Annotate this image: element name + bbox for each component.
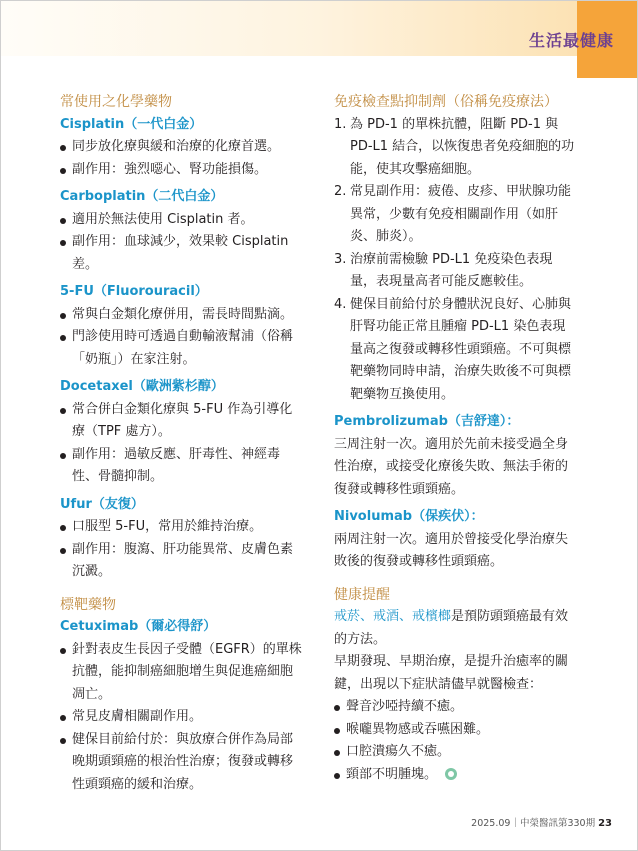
- bullet-icon: [60, 525, 66, 531]
- bullet-icon: [60, 240, 66, 246]
- list-item: 同步放化療與緩和治療的化療首選。: [60, 136, 304, 159]
- fu-title: 5-FU（Fluorouracil）: [60, 284, 208, 299]
- right-column: [334, 91, 578, 786]
- nivolumab-title: Nivolumab（保疾伏）：: [334, 509, 484, 524]
- list-item: 2. 常見副作用：疲倦、皮疹、甲狀腺功能異常，少數有免疫相關副作用（如肝炎、肺炎）。: [334, 184, 572, 244]
- fu-list: [60, 304, 304, 372]
- bullet-icon: [60, 453, 66, 459]
- list-item: 針對表皮生長因子受體（EGFR）的單株抗體，能抑制癌細胞增生與促進癌細胞凋亡。: [60, 639, 304, 707]
- ufur-list: [60, 516, 304, 584]
- section-label: 生活最健康: [528, 31, 614, 50]
- cetuximab-title: Cetuximab（爾必得舒）: [60, 619, 217, 634]
- header-band: [1, 1, 577, 56]
- tips-highlight: 戒菸、戒酒、戒檳榔: [334, 609, 452, 624]
- bullet-icon: [60, 648, 66, 654]
- list-item: 口服型 5-FU，常用於維持治療。: [60, 516, 304, 539]
- list-item: 常與白金類化療併用，需長時間點滴。: [60, 304, 304, 327]
- pembrolizumab-title: Pembrolizumab（吉舒達）：: [334, 414, 520, 429]
- bullet-icon: [334, 728, 340, 734]
- list-item: 副作用：腹瀉、肝功能異常、皮膚色素沉澱。: [60, 539, 304, 584]
- tips-paragraph-1: 戒菸、戒酒、戒檳榔是預防頭頸癌最有效的方法。: [334, 609, 569, 647]
- bullet-icon: [60, 408, 66, 414]
- list-item: 頸部不明腫塊。: [334, 764, 578, 787]
- symptom-list: [334, 696, 578, 786]
- docetaxel-title: Docetaxel（歐洲紫杉醇）: [60, 379, 224, 394]
- cetuximab-list: [60, 639, 304, 797]
- list-item: 副作用：強烈噁心、腎功能損傷。: [60, 159, 304, 182]
- carboplatin-title: Carboplatin（二代白金）: [60, 189, 224, 204]
- list-item: 常見皮膚相關副作用。: [60, 706, 304, 729]
- bullet-icon: [60, 313, 66, 319]
- immuno-heading: 免疫檢查點抑制劑（俗稱免疫療法）: [334, 94, 558, 110]
- list-item: 4. 健保目前給付於身體狀況良好、心肺與肝腎功能正常且腫瘤 PD-L1 染色表現量高之復發或轉移性頭頸癌。不可與標靶藥物同時申請，治療失敗後不可與標靶藥物互換使用。: [334, 296, 572, 402]
- docetaxel-list: [60, 399, 304, 489]
- list-item: 健保目前給付於：與放療合併作為局部晚期頭頸癌的根治性治療；復發或轉移性頭頸癌的緩和治療。: [60, 729, 304, 797]
- pembrolizumab-text: 三周注射一次。適用於先前未接受過全身性治療，或接受化療後失敗、無法手術的復發或轉移性頭頸癌。: [334, 436, 569, 497]
- ufur-title: Ufur（友復）: [60, 496, 144, 512]
- bullet-icon: [334, 705, 340, 711]
- list-item: 聲音沙啞持續不癒。: [334, 696, 578, 719]
- chem-heading: 常使用之化學藥物: [60, 94, 172, 110]
- list-item: 常合併白金類化療與 5-FU 作為引導化療（TPF 處方）。: [60, 399, 304, 444]
- bullet-icon: [334, 773, 340, 779]
- left-column: [60, 91, 304, 796]
- list-item: 副作用：過敏反應、肝毒性、神經毒性、骨髓抑制。: [60, 444, 304, 489]
- list-item: 喉嚨異物感或吞嚥困難。: [334, 719, 578, 742]
- bullet-icon: [334, 750, 340, 756]
- leaf-circle-icon: [445, 768, 457, 780]
- bullet-icon: [60, 335, 66, 341]
- bullet-icon: [60, 738, 66, 744]
- page-footer: [471, 815, 612, 829]
- list-item: 口腔潰瘍久不癒。: [334, 741, 578, 764]
- issue-info: 2025.09｜中榮醫訊第330期: [471, 818, 596, 829]
- list-item: 3. 治療前需檢驗 PD-L1 免疫染色表現量，表現量高者可能反應較佳。: [334, 251, 553, 289]
- target-heading: 標靶藥物: [60, 596, 116, 613]
- page-number: 23: [598, 818, 612, 829]
- bullet-icon: [60, 218, 66, 224]
- list-item: 1. 為 PD-1 的單株抗體，阻斷 PD-1 與 PD-L1 結合，以恢復患者免疫細胞的功能，使其攻擊癌細胞。: [334, 116, 575, 177]
- bullet-icon: [60, 168, 66, 174]
- bullet-icon: [60, 145, 66, 151]
- list-item: 副作用：血球減少，效果較 Cisplatin 差。: [60, 231, 304, 276]
- tips-paragraph-2: 早期發現、早期治療，是提升治癒率的關鍵，出現以下症狀請儘早就醫檢查：: [334, 654, 569, 692]
- immuno-list: [334, 114, 578, 407]
- tips-heading: 健康提醒: [334, 586, 390, 603]
- bullet-icon: [60, 548, 66, 554]
- list-item: 適用於無法使用 Cisplatin 者。: [60, 209, 304, 232]
- bullet-icon: [60, 715, 66, 721]
- cisplatin-list: [60, 136, 304, 181]
- cisplatin-title: Cisplatin（一代白金）: [60, 116, 203, 132]
- list-item: 門診使用時可透過自動輸液幫浦（俗稱「奶瓶」）在家注射。: [60, 326, 304, 371]
- carboplatin-list: [60, 209, 304, 277]
- nivolumab-text: 兩周注射一次。適用於曾接受化學治療失敗後的復發或轉移性頭頸癌。: [334, 531, 569, 569]
